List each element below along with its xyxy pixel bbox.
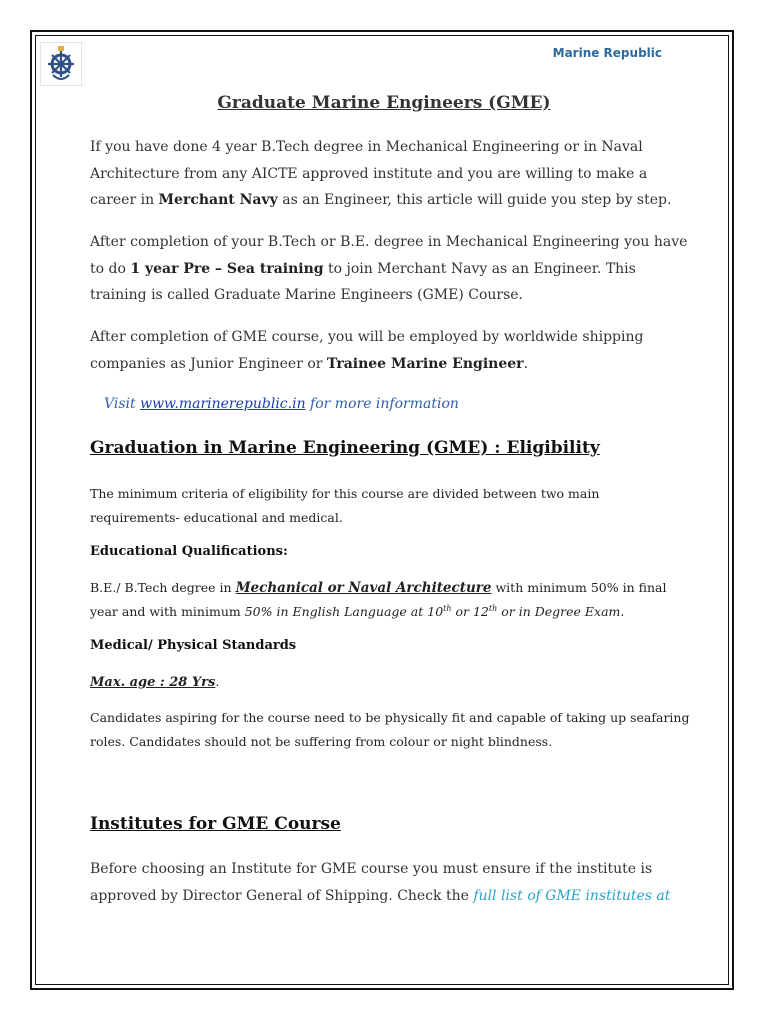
visit-suffix: for more information <box>305 396 459 412</box>
edu-text-c: 50% in English Language at 10 <box>244 604 444 619</box>
max-age-dot: . <box>215 674 220 689</box>
logo <box>40 42 82 86</box>
intro-p3-text-end: . <box>523 355 528 372</box>
educational-qualifications-text <box>90 576 690 624</box>
intro-p1-bold: Merchant Navy <box>158 192 278 208</box>
institutes-heading: Institutes for GME Course <box>90 814 341 834</box>
edu-text-e: or in Degree Exam <box>497 604 621 619</box>
brand-name: Marine Republic <box>552 46 662 60</box>
max-age-line <box>90 670 690 695</box>
edu-text-d: or 12 <box>451 604 489 619</box>
intro-paragraph-3 <box>90 324 690 377</box>
visit-prefix: Visit <box>104 396 141 412</box>
institutes-text: Before choosing an Institute for GME course you must ensure if the institute is approved by Director General of Shipping. Check the <box>90 861 653 904</box>
edu-sup-1: th <box>443 603 452 613</box>
visit-line <box>104 396 459 412</box>
intro-p2-text-end: to join Merchant Navy as an Engineer. This training is called Graduate Marine Engineers (GME) Course. <box>90 260 636 303</box>
edu-text-b: with minimum 50% in final year and with minimum <box>90 580 667 619</box>
edu-italic <box>245 604 621 619</box>
ship-wheel-anchor-icon <box>41 43 81 85</box>
intro-paragraph-1 <box>90 134 690 214</box>
edu-text-a: B.E./ B.Tech degree in <box>90 580 236 595</box>
edu-text-f: . <box>620 604 625 619</box>
institutes-list-link[interactable]: full list of GME institutes at <box>473 887 671 904</box>
intro-p1-text-end: as an Engineer, this article will guide you step by step. <box>277 192 672 208</box>
page-title: Graduate Marine Engineers (GME) <box>217 93 551 113</box>
intro-p3-text: After completion of GME course, you will be employed by worldwide shipping companies as Junior Engineer or <box>90 329 644 372</box>
max-age: Max. age : 28 Yrs <box>90 675 216 690</box>
edu-emphasis: Mechanical or Naval Architecture <box>235 580 492 596</box>
intro-paragraph-2 <box>90 229 690 309</box>
institutes-paragraph <box>90 856 690 909</box>
intro-p2-text: After completion of your B.Tech or B.E. degree in Mechanical Engineering you have to do <box>90 234 688 277</box>
intro-p1-text: If you have done 4 year B.Tech degree in Mechanical Engineering or in Naval Architecture from any AICTE approved institute and you are willing to make a career in <box>90 139 648 208</box>
website-link[interactable]: www.marinerepublic.in <box>140 396 306 412</box>
eligibility-heading: Graduation in Marine Engineering (GME) : Eligibility <box>90 438 600 458</box>
educational-qualifications-label: Educational Qualifications: <box>90 544 288 559</box>
intro-p3-bold: Trainee Marine Engineer <box>326 355 524 372</box>
edu-sup-2: th <box>488 603 498 613</box>
intro-p2-bold: 1 year Pre – Sea training <box>130 260 324 277</box>
physical-standards-text: Candidates aspiring for the course need to be physically fit and capable of taking up seafaring roles. Candidates should not be suffering from colour or night blindness. <box>90 710 690 749</box>
eligibility-description: The minimum criteria of eligibility for this course are divided between two main requirements- educational and medical. <box>90 486 600 525</box>
medical-standards-label: Medical/ Physical Standards <box>90 638 297 653</box>
